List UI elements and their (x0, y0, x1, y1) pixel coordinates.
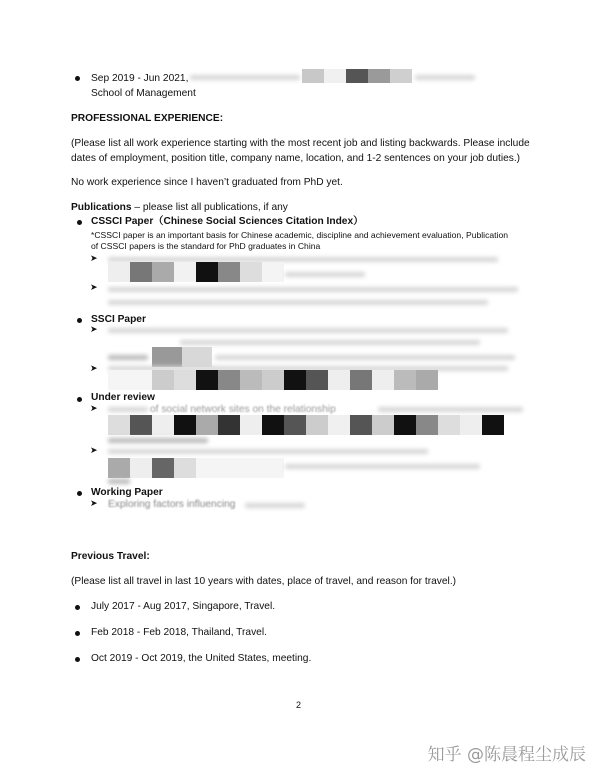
bullet-dot (77, 491, 82, 496)
arrow-bullet: ➤ (90, 364, 98, 374)
redacted-text (245, 503, 305, 508)
publications-heading-rest: – please list all publications, if any (131, 202, 288, 213)
bullet-dot (77, 397, 82, 402)
bullet-dot (75, 605, 80, 610)
redacted-text (108, 328, 508, 333)
travel-item: Feb 2018 - Feb 2018, Thailand, Travel. (91, 627, 267, 638)
redacted-text (108, 355, 148, 360)
arrow-bullet: ➤ (90, 446, 98, 456)
bullet-dot (77, 318, 82, 323)
redacted-text (215, 355, 515, 360)
redacted-text (108, 479, 130, 484)
publications-heading: Publications (71, 202, 132, 213)
under-review-title: Under review (91, 392, 155, 403)
redacted-text (108, 287, 518, 292)
professional-instruction-2: dates of employment, position title, company name, location, and 1-2 sentences on your job duties.) (71, 153, 521, 164)
bullet-dot (75, 657, 80, 662)
professional-statement: No work experience since I haven’t graduated from PhD yet. (71, 177, 343, 188)
arrow-bullet: ➤ (90, 325, 98, 335)
redaction-mosaic (108, 458, 284, 478)
travel-heading: Previous Travel: (71, 551, 150, 562)
redaction-mosaic (108, 262, 284, 282)
redacted-text (285, 272, 365, 277)
working-paper-title: Working Paper (91, 487, 163, 498)
redacted-text (378, 407, 523, 412)
working-paper-fragment: Exploring factors influencing (108, 499, 236, 510)
redacted-text (108, 449, 428, 454)
arrow-bullet: ➤ (90, 283, 98, 293)
redacted-text (285, 464, 480, 469)
bullet-dot (77, 220, 82, 225)
arrow-bullet: ➤ (90, 499, 98, 509)
redaction-mosaic (108, 415, 504, 435)
bullet-dot (75, 76, 80, 81)
redacted-text (108, 300, 488, 305)
travel-item: July 2017 - Aug 2017, Singapore, Travel. (91, 601, 276, 612)
arrow-bullet: ➤ (90, 254, 98, 264)
redaction-mosaic (108, 370, 438, 390)
redaction-mosaic (302, 69, 412, 83)
redaction-mosaic (152, 347, 212, 367)
travel-instruction: (Please list all travel in last 10 years with dates, place of travel, and reason for travel.) (71, 576, 457, 587)
page-number: 2 (296, 700, 302, 710)
bullet-dot (75, 631, 80, 636)
cssci-title: CSSCI Paper（Chinese Social Sciences Citation Index） (91, 216, 364, 227)
redacted-text (180, 340, 480, 345)
travel-item: Oct 2019 - Oct 2019, the United States, meeting. (91, 653, 312, 664)
education-school: School of Management (91, 88, 196, 99)
cssci-note-2: of CSSCI papers is the standard for PhD graduates in China (91, 241, 321, 251)
professional-heading: PROFESSIONAL EXPERIENCE: (71, 113, 224, 124)
cssci-note-1: *CSSCI paper is an important basis for Chinese academic, discipline and achievement evaluation, Publication (91, 230, 509, 240)
arrow-bullet: ➤ (90, 404, 98, 414)
redacted-text (190, 75, 300, 80)
watermark: 知乎 @陈晨程尘成辰 (427, 745, 586, 765)
redacted-text (108, 438, 208, 443)
professional-instruction-1: (Please list all work experience starting with the most recent job and listing backwards. Please include (71, 138, 530, 149)
education-date: Sep 2019 - Jun 2021, (91, 73, 189, 84)
redacted-text (108, 407, 148, 412)
ssci-title: SSCI Paper (91, 314, 146, 325)
under-review-fragment: of social network sites on the relationship (150, 404, 336, 415)
publications-heading-line (71, 201, 288, 214)
redacted-text (415, 75, 475, 80)
